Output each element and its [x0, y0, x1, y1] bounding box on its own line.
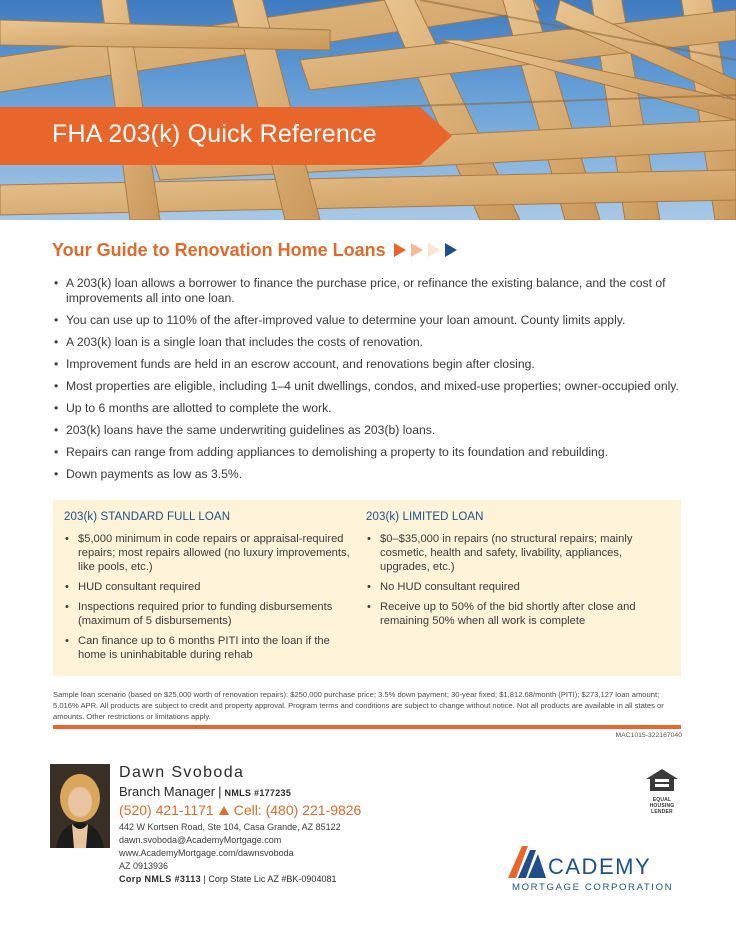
divider — [53, 725, 681, 729]
list-item: • Receive up to 50% of the bid shortly after close and remaining 50% when all work is complete — [366, 600, 666, 628]
list-item: • 203(k) loans have the same underwriting guidelines as 203(b) loans. — [54, 423, 684, 438]
separator: | — [218, 784, 222, 799]
corp-license-row — [119, 873, 361, 886]
academy-subtitle: MORTGAGE CORPORATION — [512, 882, 674, 893]
cell-phone[interactable]: Cell: (480) 221-9826 — [233, 802, 362, 818]
standard-loan-column — [64, 511, 354, 668]
list-item: • No HUD consultant required — [366, 580, 666, 594]
list-item: • Can finance up to 6 months PITI into the loan if the home is uninhabitable during rehab — [64, 634, 354, 662]
portrait-image — [50, 764, 110, 848]
contact-name: Dawn Svoboda — [119, 764, 245, 781]
avatar — [50, 764, 110, 848]
loan-comparison-box — [53, 500, 681, 676]
limited-loan-column — [366, 511, 666, 634]
contact-address: 442 W Kortsen Road, Ste 104, Casa Grande, AZ 85122 — [119, 822, 341, 832]
contact-email[interactable]: dawn.svoboda@AcademyMortgage.com — [119, 835, 282, 845]
list-item: • Down payments as low as 3.5%. — [54, 467, 684, 482]
form-code: MAC1015-322167040 — [615, 732, 682, 739]
title-banner — [0, 107, 452, 165]
house-icon — [645, 768, 679, 792]
standard-loan-list — [64, 532, 354, 662]
list-item: • Repairs can range from adding appliances to demolishing a property to its foundation and rebuilding. — [54, 445, 684, 460]
guide-heading — [52, 238, 457, 262]
academy-mortgage-logo — [506, 842, 686, 894]
equal-housing-line1: EQUAL HOUSING — [649, 797, 675, 809]
list-item: • A 203(k) loan allows a borrower to finance the purchase price, or refinance the existing balance, and the cost of improvements all into one loan. — [54, 276, 684, 306]
list-item: • $5,000 minimum in code repairs or appraisal-required repairs; most repairs allowed (no luxury improvements, like pools, etc.) — [64, 532, 354, 574]
arrow-icons — [394, 243, 457, 257]
list-item: • $0–$35,000 in repairs (no structural repairs; mainly cosmetic, health and safety, livability, appliances, upgrades, etc.) — [366, 532, 666, 574]
contact-title: Branch Manager — [119, 784, 216, 799]
office-phone[interactable]: (520) 421-1171 — [119, 802, 214, 818]
list-item: • A 203(k) loan is a single loan that includes the costs of renovation. — [54, 335, 684, 350]
arrow-right-icon — [411, 243, 423, 257]
page-title: FHA 203(k) Quick Reference — [52, 120, 377, 148]
limited-loan-heading: 203(k) LIMITED LOAN — [366, 511, 484, 523]
arrow-right-icon — [445, 243, 457, 257]
list-item: • HUD consultant required — [64, 580, 354, 594]
guide-bullet-list — [54, 276, 684, 489]
list-item: • Most properties are eligible, including 1–4 unit dwellings, condos, and mixed-use properties; owner-occupied only. — [54, 379, 684, 394]
list-item: • Improvement funds are held in an escrow account, and renovations begin after closing. — [54, 357, 684, 372]
academy-a-icon — [506, 842, 552, 882]
corp-state-license: | Corp State Lic AZ #BK-0904081 — [203, 874, 337, 884]
contact-block — [119, 764, 361, 886]
contact-license: AZ 0913936 — [119, 861, 169, 871]
contact-website[interactable]: www.AcademyMortgage.com/dawnsvoboda — [119, 848, 294, 858]
contact-nmls: NMLS #177235 — [224, 788, 292, 798]
list-item: • You can use up to 110% of the after-improved value to determine your loan amount. County limits apply. — [54, 313, 684, 328]
triangle-icon — [219, 806, 229, 815]
hero-image — [0, 0, 736, 220]
contact-phone-row — [119, 802, 361, 818]
list-item: • Up to 6 months are allotted to complete the work. — [54, 401, 684, 416]
arrow-right-icon — [394, 243, 406, 257]
corp-nmls: Corp NMLS #3113 — [119, 874, 202, 884]
list-item: • Inspections required prior to funding disbursements (maximum of 5 disbursements) — [64, 600, 354, 628]
guide-heading-text: Your Guide to Renovation Home Loans — [52, 239, 386, 260]
limited-loan-list — [366, 532, 666, 628]
disclaimer-text: Sample loan scenario (based on $25,000 worth of renovation repairs): $250,000 purchase price; 3.5% down payment; 30-year fixed; $1,812.68/month (PITI); $273,127 loan amount; 5.016% APR. All products are subject to credit and property approval. Program terms and conditions are subject to change without notice. Not all products are available in all states or amounts. Other restrictions or limitations apply. — [53, 690, 664, 721]
equal-housing-line2: LENDER — [651, 809, 673, 815]
arrow-right-icon — [428, 243, 440, 257]
equal-housing-logo — [645, 768, 679, 815]
academy-wordmark: CADEMY — [548, 854, 652, 879]
contact-title-row — [119, 784, 361, 799]
standard-loan-heading: 203(k) STANDARD FULL LOAN — [64, 511, 231, 523]
